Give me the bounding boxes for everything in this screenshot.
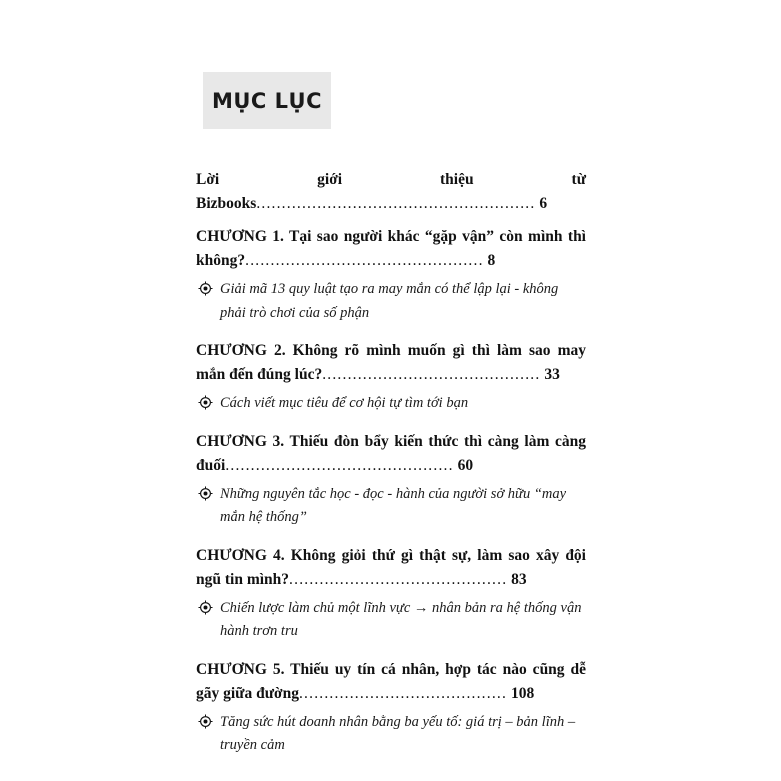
toc-entry (196, 339, 590, 416)
toc-entry (196, 430, 590, 530)
toc-entry-line[interactable] (196, 339, 590, 387)
toc-subtitle-text: Tăng sức hút doanh nhân bằng ba yếu tố: giá trị – bản lĩnh – truyền cảm (220, 713, 576, 754)
toc-entry-line[interactable] (196, 225, 590, 273)
toc-leader-dots: ........................................... (289, 570, 508, 588)
toc-subtitle (196, 483, 586, 530)
toc-entry-line[interactable] (196, 544, 590, 592)
toc-subtitle-text: Những nguyên tắc học - đọc - hành của người sở hữu “may mắn hệ thống” (220, 485, 567, 526)
toc-page-number: 108 (510, 684, 535, 702)
toc-subtitle (196, 597, 586, 644)
target-bullet-icon (198, 600, 213, 615)
target-bullet-icon (198, 714, 213, 729)
target-bullet-icon (198, 281, 213, 296)
page-title-block (203, 72, 331, 129)
toc-entry (196, 658, 590, 758)
toc-subtitle-text: Chiến lược làm chủ một lĩnh vực → nhân bản ra hệ thống vận hành trơn tru (220, 599, 582, 640)
page-title: MỤC LỤC (211, 88, 323, 113)
toc-entry-title: Lời giới thiệu từ Bizbooks (196, 171, 590, 213)
toc-entry-title: CHƯƠNG 5. Thiếu uy tín cá nhân, hợp tác nào cũng dễ gãy giữa đường (196, 660, 590, 702)
toc-entry (196, 225, 590, 325)
toc-page-number: 83 (511, 570, 527, 588)
toc-subtitle (196, 711, 586, 758)
toc-leader-dots: ........................................... (322, 366, 541, 384)
toc-subtitle (196, 392, 586, 415)
toc-page-number: 6 (539, 195, 548, 213)
toc-page-number: 33 (544, 366, 560, 384)
toc-entry-line[interactable] (196, 430, 590, 478)
toc-page-number: 8 (487, 252, 496, 270)
toc-entry-title: CHƯƠNG 4. Không giỏi thứ gì thật sự, làm sao xây đội ngũ tin mình? (196, 546, 590, 588)
toc-leader-dots: ......................................... (298, 684, 508, 702)
toc-leader-dots: ............................................... (245, 252, 484, 270)
target-bullet-icon (198, 486, 213, 501)
toc-leader-dots: ....................................................... (256, 195, 536, 213)
toc-entry-title: CHƯƠNG 3. Thiếu đòn bẩy kiến thức thì càng làm càng đuối (196, 432, 590, 474)
toc-subtitle-text: Giải mã 13 quy luật tạo ra may mắn có thể lập lại - không phải trò chơi của số phận (220, 281, 559, 321)
toc-entry (196, 168, 590, 216)
toc-entry-line[interactable] (196, 658, 590, 706)
toc-subtitle-text: Cách viết mục tiêu để cơ hội tự tìm tới bạn (220, 395, 469, 412)
toc-entry-title: CHƯƠNG 1. Tại sao người khác “gặp vận” còn mình thì không? (196, 228, 590, 270)
toc-leader-dots: ............................................. (225, 456, 454, 474)
target-bullet-icon (198, 395, 213, 410)
toc-page-number: 60 (457, 456, 474, 474)
table-of-contents (196, 168, 590, 772)
toc-subtitle (196, 278, 586, 325)
toc-entry (196, 544, 590, 644)
toc-entry-line[interactable] (196, 168, 590, 216)
toc-entry-title: CHƯƠNG 2. Không rõ mình muốn gì thì làm sao may mắn đến đúng lúc? (196, 342, 590, 384)
